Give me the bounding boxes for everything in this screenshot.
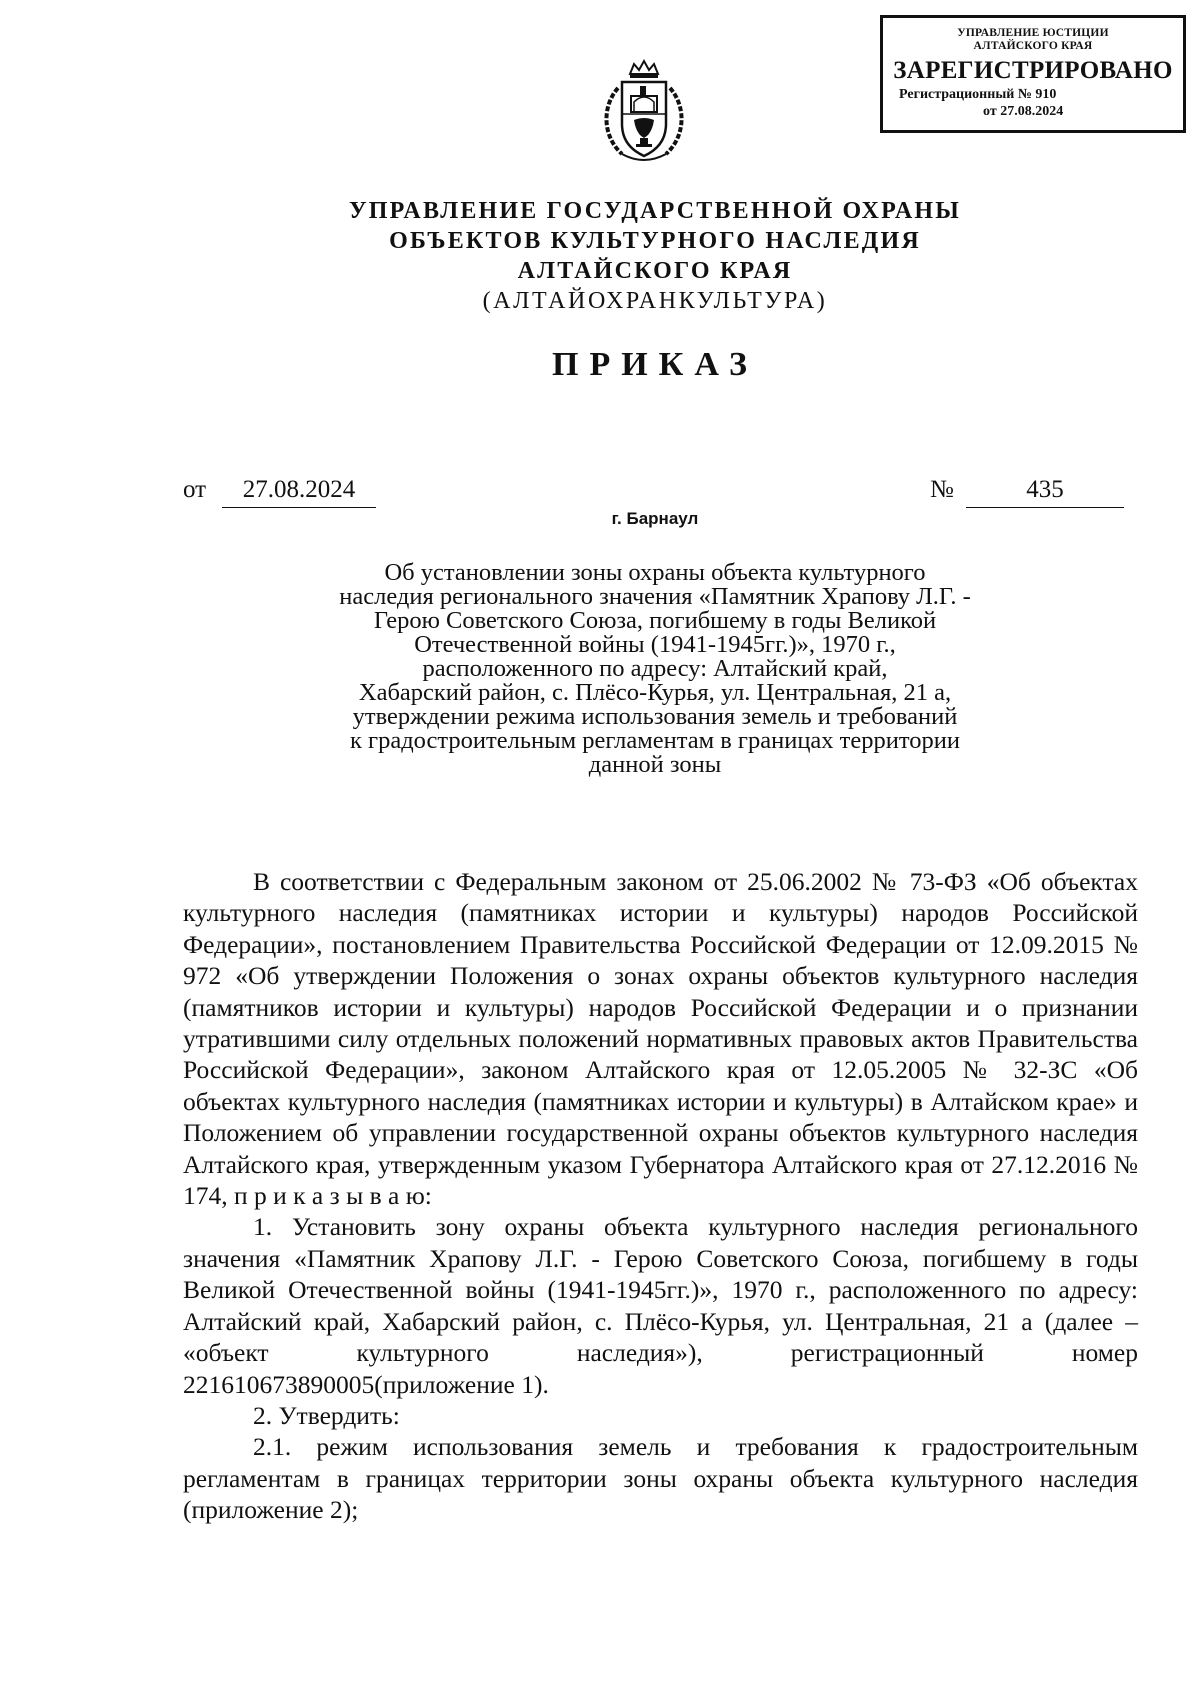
agency-short-name: (АЛТАЙОХРАНКУЛЬТУРА) bbox=[482, 288, 828, 314]
document-type: ПРИКАЗ bbox=[552, 346, 758, 383]
altai-krai-coat-of-arms-icon bbox=[596, 58, 692, 168]
title-line: Об установлении зоны охраны объекта культурного bbox=[384, 559, 926, 586]
title-line: наследия регионального значения «Памятник Храпову Л.Г. - bbox=[339, 583, 971, 610]
document-date: 27.08.2024 bbox=[222, 475, 376, 508]
agency-name-line2: ОБЪЕКТОВ КУЛЬТУРНОГО НАСЛЕДИЯ bbox=[389, 228, 921, 254]
agency-name-line3: АЛТАЙСКОГО КРАЯ bbox=[517, 258, 793, 284]
document-body bbox=[183, 866, 1138, 1526]
order-item-2: 2. Утвердить: bbox=[253, 1400, 400, 1430]
date-label: от bbox=[183, 476, 207, 503]
order-item-2-1: 2.1. режим использования земель и требования к градостроительным регламентам в границах территории зоны охраны объекта культурного наследия (приложение 2); bbox=[183, 1432, 1138, 1525]
city: г. Барнаул bbox=[611, 509, 699, 528]
title-line: данной зоны bbox=[588, 751, 722, 778]
title-line: утверждении режима использования земель и требований bbox=[352, 703, 958, 730]
stamp-reg-date: от 27.08.2024 bbox=[983, 104, 1064, 119]
stamp-status: ЗАРЕГИСТРИРОВАНО bbox=[893, 57, 1173, 84]
title-line: Хабарский район, с. Плёсо-Курья, ул. Центральная, 21 а, bbox=[358, 679, 952, 706]
agency-name-line1: УПРАВЛЕНИЕ ГОСУДАРСТВЕННОЙ ОХРАНЫ bbox=[348, 198, 962, 224]
title-line: к градостроительным регламентам в границах территории bbox=[350, 727, 960, 754]
document-number: 435 bbox=[966, 475, 1124, 508]
stamp-reg-number: Регистрационный № 910 bbox=[899, 87, 1057, 102]
registration-stamp bbox=[880, 15, 1186, 133]
order-item-1: 1. Установить зону охраны объекта культурного наследия регионального значения «Памятник Храпову Л.Г. - Герою Советского Союза, погибшему в годы Великой Отечественной войны (1941-1945гг.)», 1970 г., расположенного по адресу: Алтайский край, Хабарский район, с. Плёсо-Курья, ул. Центральная, 21 а (далее – «объект культурного наследия»), регистрационный номер 221610673890005(приложение 1). bbox=[183, 1212, 1138, 1399]
title-line: расположенного по адресу: Алтайский край, bbox=[422, 655, 888, 682]
number-label: № bbox=[930, 476, 954, 503]
document-title bbox=[0, 561, 1200, 777]
title-line: Герою Советского Союза, погибшему в годы Великой bbox=[373, 607, 937, 634]
stamp-org-line1: УПРАВЛЕНИЕ ЮСТИЦИИ bbox=[957, 27, 1109, 39]
stamp-org-line2: АЛТАЙСКОГО КРАЯ bbox=[973, 40, 1093, 52]
agency-name bbox=[0, 196, 1200, 286]
preamble-paragraph: В соответствии с Федеральным законом от 25.06.2002 № 73-ФЗ «Об объектах культурного наследия (памятниках истории и культуры) народов Российской Федерации», постановлением Правительства Российской Федерации от 12.09.2015 № 972 «Об утверждении Положения о зонах охраны объектов культурного наследия (памятников истории и культуры) народов Российской Федерации и о признании утратившими силу отдельных положений нормативных правовых актов Правительства Российской Федерации», законом Алтайского края от 12.05.2005 № 32-ЗС «Об объектах культурного наследия (памятниках истории и культуры) в Алтайском крае» и Положением об управлении государственной охраны объектов культурного наследия Алтайского края, утвержденным указом Губернатора Алтайского края от 27.12.2016 № 174, п р и к а з ы в а ю: bbox=[183, 867, 1138, 1211]
title-line: Отечественной войны (1941-1945гг.)», 1970 г., bbox=[414, 631, 896, 658]
